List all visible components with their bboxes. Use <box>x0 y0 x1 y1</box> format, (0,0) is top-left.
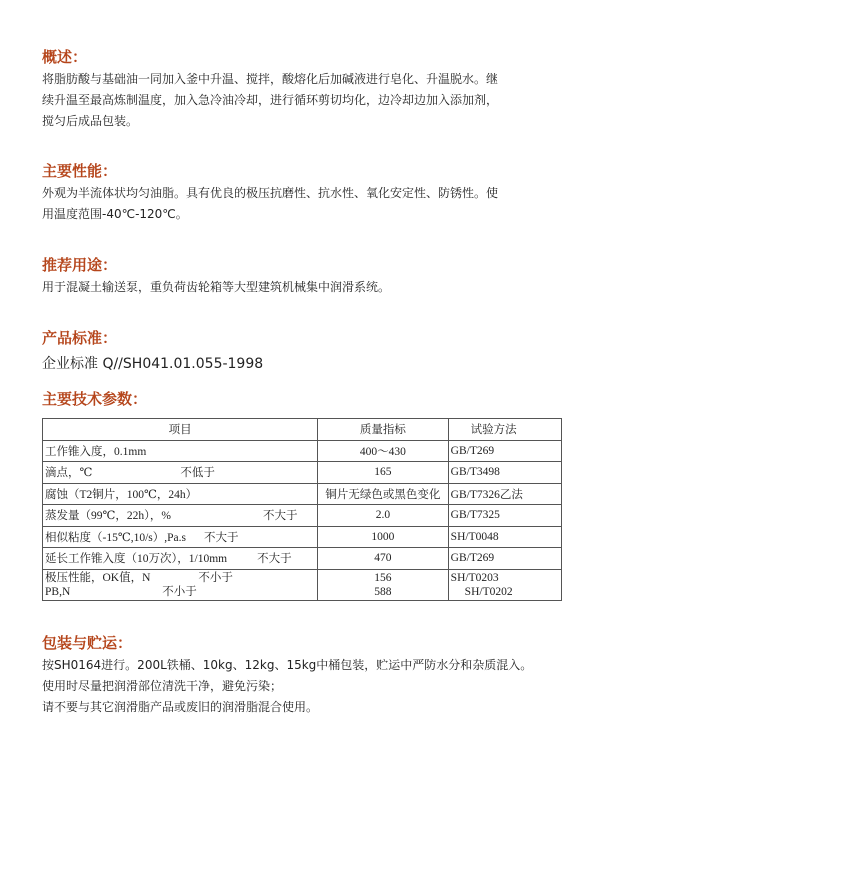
column-header-item: 项目 <box>43 419 318 441</box>
packaging-line: 请不要与其它润滑脂产品或废旧的润滑脂混合使用。 <box>42 700 319 714</box>
row-value: 铜片无绿色或黑色变化 <box>318 483 449 505</box>
value-line: 588 <box>374 585 392 598</box>
row-item <box>43 462 318 484</box>
row-value: 2.0 <box>318 505 449 527</box>
row-method: GB/T7326乙法 <box>448 483 561 505</box>
value-line: 156 <box>374 571 392 584</box>
item-condition: 不大于 <box>203 531 239 544</box>
row-item <box>43 569 318 600</box>
item-label: 延长工作锥入度（10万次），1/10mm <box>45 553 228 566</box>
item-condition: 不小于 <box>162 585 197 598</box>
method-line: SH/T0203 <box>450 571 499 584</box>
row-item <box>43 440 318 462</box>
row-method: GB/T269 <box>448 440 561 462</box>
specs-heading: 主要技术参数： <box>42 390 148 408</box>
row-item <box>43 483 318 505</box>
row-value: 165 <box>318 462 449 484</box>
item-label: 极压性能，OK值，N <box>45 571 151 584</box>
packaging-line: 使用时尽量把润滑部位清洗干净，避免污染； <box>42 679 283 693</box>
standard-text: 企业标准 Q//SH041.01.055-1998 <box>42 356 264 372</box>
method-line: SH/T0202 <box>464 585 513 598</box>
usage-text <box>42 277 562 298</box>
row-method: GB/T269 <box>448 548 561 570</box>
overview-text <box>42 69 562 132</box>
row-method: GB/T7325 <box>448 505 561 527</box>
row-method: GB/T3498 <box>448 462 561 484</box>
item-label: 蒸发量（99℃，22h），% <box>45 510 171 523</box>
table-row <box>43 548 562 570</box>
row-value: 400～430 <box>318 440 449 462</box>
row-value <box>318 569 449 600</box>
row-method: SH/T0048 <box>448 526 561 548</box>
overview-line: 将脂肪酸与基础油一同加入釜中升温、搅拌，酸熔化后加碱液进行皂化、升温脱水。继 <box>42 72 499 86</box>
packaging-text <box>42 655 562 718</box>
item-condition: 不大于 <box>262 510 298 523</box>
row-method <box>448 569 561 600</box>
row-value: 470 <box>318 548 449 570</box>
table-row <box>43 462 562 484</box>
row-item <box>43 526 318 548</box>
row-item <box>43 548 318 570</box>
performance-line: 外观为半流体状均匀油脂。具有优良的极压抗磨性、抗水性、氧化安定性、防锈性。使 <box>42 186 499 200</box>
packaging-line: 按SH0164进行。200L铁桶、10kg、12kg、15kg中桶包装，贮运中严防水分和杂质混入。 <box>42 658 533 672</box>
overview-heading: 概述： <box>42 48 88 66</box>
column-header-value: 质量指标 <box>318 419 449 441</box>
item-condition: 不大于 <box>257 553 292 566</box>
row-value: 1000 <box>318 526 449 548</box>
standard-heading: 产品标准： <box>42 329 118 347</box>
item-label: 腐蚀（T2铜片，100℃，24h） <box>45 488 198 501</box>
item-label: PB,N <box>45 585 71 598</box>
item-label: 工作锥入度，0.1mm <box>45 445 147 458</box>
performance-line: 用温度范围-40℃-120℃。 <box>42 207 188 221</box>
overview-line: 续升温至最高炼制温度，加入急冷油冷却，进行循环剪切均化，边冷却边加入添加剂， <box>42 93 499 107</box>
table-row <box>43 526 562 548</box>
packaging-heading: 包装与贮运： <box>42 634 133 652</box>
table-row <box>43 569 562 600</box>
table-header-row <box>43 419 562 441</box>
spec-table <box>42 418 562 601</box>
item-label: 相似粘度（-15℃,10/s）,Pa.s <box>45 531 186 544</box>
usage-heading: 推荐用途： <box>42 256 118 274</box>
item-condition: 不小于 <box>198 571 233 584</box>
overview-line: 搅匀后成品包装。 <box>42 114 139 128</box>
performance-heading: 主要性能： <box>42 162 118 180</box>
performance-text <box>42 183 562 225</box>
usage-line: 用于混凝土输送泵，重负荷齿轮箱等大型建筑机械集中润滑系统。 <box>42 280 391 294</box>
item-label: 滴点，℃ <box>45 467 93 480</box>
table-row <box>43 440 562 462</box>
item-condition: 不低于 <box>180 467 215 480</box>
table-row <box>43 483 562 505</box>
row-item <box>43 505 318 527</box>
column-header-method: 试验方法 <box>448 419 561 441</box>
table-row <box>43 505 562 527</box>
